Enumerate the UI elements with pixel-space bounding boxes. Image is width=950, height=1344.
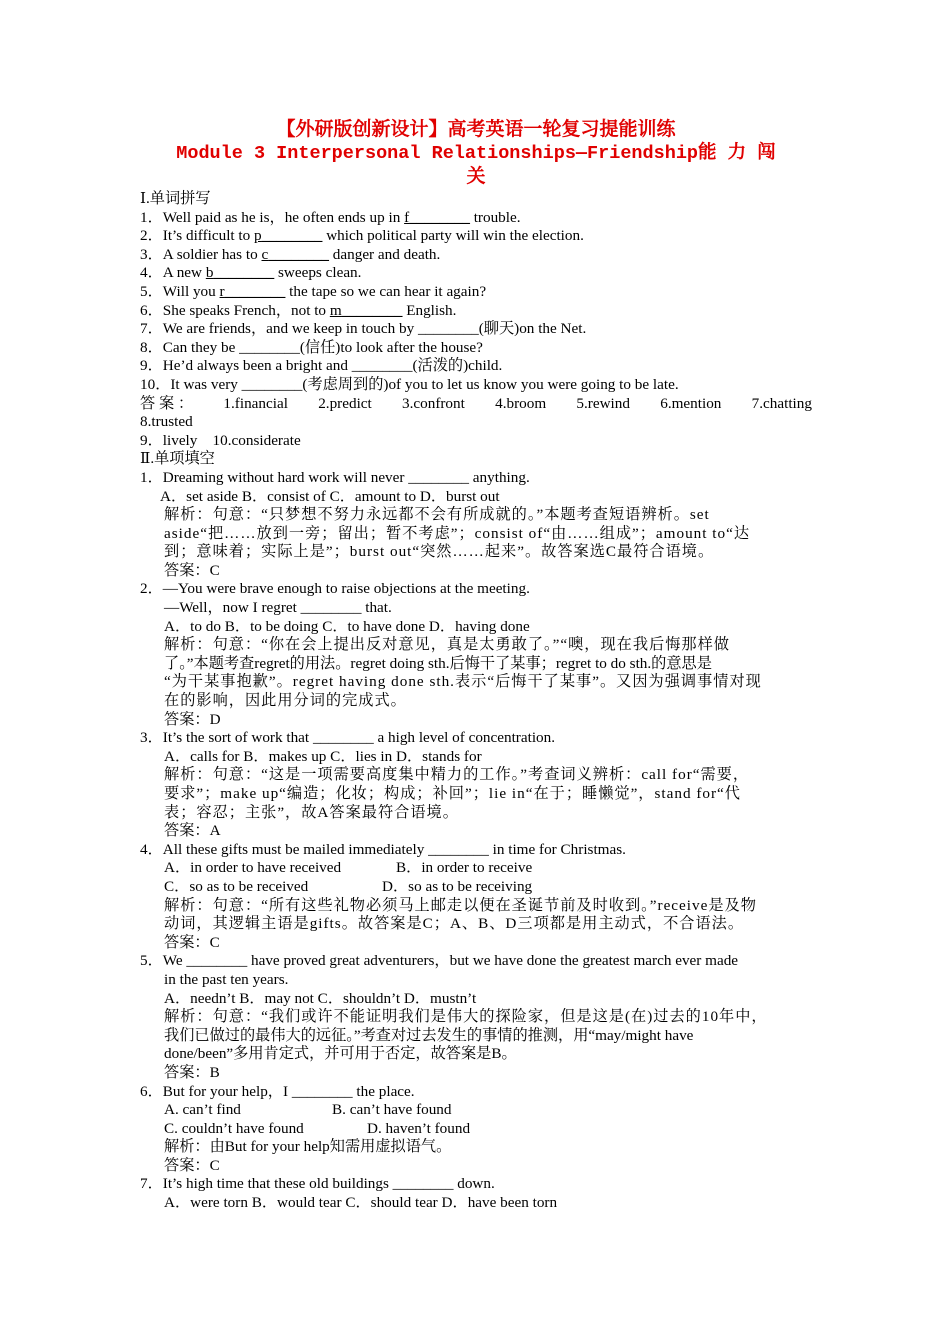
question-6-stem: 6．But for your help，I ________ the place. — [140, 1082, 415, 1100]
vocab-item-1: 1．Well paid as he is，he often ends up in f________ trouble. — [140, 208, 521, 226]
question-1-analysis: 到；意味着；实际上是”；burst out“突然……起来”。故答案选C最符合语境。 — [164, 543, 715, 561]
question-5-answer: 答案：B — [164, 1063, 220, 1081]
vocab-item-4: 4．A new b________ sweeps clean. — [140, 264, 362, 282]
document-subtitle-cont: 关 — [466, 166, 486, 187]
vocab-item-8: 8．Can they be ________(信任)to look after the house? — [140, 338, 483, 356]
question-1-analysis: aside“把……放到一旁；留出；暂不考虑”；consist of“由……组成”；amount to“达 — [164, 524, 751, 542]
question-6-answer: 答案：C — [164, 1156, 220, 1174]
document-title: 【外研版创新设计】高考英语一轮复习提能训练 — [276, 119, 676, 140]
vocab-item-7: 7．We are friends，and we keep in touch by ________(聊天)on the Net. — [140, 320, 587, 338]
question-6-options-cd: C. couldn’t have found D. haven’t found — [164, 1119, 471, 1137]
vocab-item-6: 6．She speaks French，not to m________ English. — [140, 301, 457, 319]
document-page — [140, 118, 812, 1213]
question-3-analysis: 要求”；make up“编造；化妆；构成；补回”；lie in“在于；睡懒觉”，stand for“代 — [164, 785, 741, 802]
vocab-answers-row — [140, 395, 812, 414]
section2-heading: Ⅱ.单项填空 — [140, 450, 215, 468]
question-3-stem: 3．It’s the sort of work that ________ a high level of concentration. — [140, 729, 556, 747]
answer-item: 3.confront — [402, 394, 465, 412]
question-4-analysis: 动词，其逻辑主语是gifts。故答案是C；A、B、D三项都是用主动式，不合语法。 — [164, 915, 745, 933]
question-3-answer: 答案：A — [164, 822, 221, 840]
answer-item: 5.rewind — [576, 394, 630, 412]
question-3-options: A．calls for B．makes up C．lies in D．stands for — [164, 747, 482, 765]
question-2-analysis: “为干某事抱歉”。regret having done sth.表示“后悔干了某事”。又因为强调事情对现 — [164, 673, 762, 691]
question-4-options-cd: C．so as to be received D．so as to be receiving — [164, 877, 533, 895]
question-5-analysis: done/been”多用肯定式，并可用于否定，故答案是B。 — [164, 1045, 517, 1063]
question-2-stem: 2．—You were brave enough to raise objections at the meeting. — [140, 580, 530, 598]
question-4-answer: 答案：C — [164, 933, 220, 951]
question-5-options: A．needn’t B．may not C．shouldn’t D．mustn’t — [164, 989, 477, 1007]
answer-item: 4.broom — [495, 394, 547, 412]
question-2-analysis: 解析：句意：“你在会上提出反对意见，真是太勇敢了。”“噢，现在我后悔那样做 — [164, 636, 730, 654]
question-2-analysis: 在的影响，因此用分词的完成式。 — [164, 692, 407, 710]
question-7-stem: 7．It’s high time that these old buildings ________ down. — [140, 1175, 495, 1193]
question-1-stem: 1．Dreaming without hard work will never ________ anything. — [140, 468, 530, 486]
question-7-options: A．were torn B．would tear C．should tear D．have been torn — [164, 1194, 558, 1212]
question-4-stem: 4．All these gifts must be mailed immediately ________ in time for Christmas. — [140, 840, 626, 858]
question-6-analysis: 解析：由But for your help知需用虚拟语气。 — [164, 1138, 452, 1156]
question-1-answer: 答案：C — [164, 561, 220, 579]
vocab-item-2: 2．It’s difficult to p________ which political party will win the election. — [140, 227, 584, 245]
question-2-analysis: 了。”本题考查regret的用法。regret doing sth.后悔干了某事；regret to do sth.的意思是 — [164, 654, 712, 672]
question-5-analysis: 解析：句意：“我们或许不能证明我们是伟大的探险家，但是这是(在)过去的10年中， — [164, 1008, 768, 1026]
answer-item: 1.financial — [223, 394, 288, 412]
question-5-analysis: 我们已做过的最伟大的远征。”考查对过去发生的事情的推测，用“may/might have — [164, 1026, 694, 1044]
question-5-stem: 5．We ________ have proved great adventurers，but we have done the greatest march ever made — [140, 952, 739, 970]
vocab-item-9: 9．He’d always been a bright and ________(活泼的)child. — [140, 357, 503, 375]
question-3-analysis: 表；容忍；主张”，故A答案最符合语境。 — [164, 803, 459, 821]
question-5-stem-cont: in the past ten years. — [164, 970, 289, 988]
vocab-item-5: 5．Will you r________ the tape so we can hear it again? — [140, 282, 487, 300]
vocab-answers-row3: 9．lively 10.considerate — [140, 431, 301, 449]
vocab-answers-row2: 8.trusted — [140, 413, 193, 431]
answer-label: 答 案 ： — [140, 394, 194, 412]
vocab-item-10: 10．It was very ________(考虑周到的)of you to let us know you were going to be late. — [140, 375, 679, 393]
question-2-stem-cont: —Well，now I regret ________ that. — [164, 599, 392, 617]
section1-heading: Ⅰ.单词拼写 — [140, 190, 211, 207]
question-3-analysis: 解析：句意：“这是一项需要高度集中精力的工作。”考查词义辨析：call for“需要， — [164, 766, 750, 784]
vocab-item-3: 3．A soldier has to c________ danger and death. — [140, 245, 441, 263]
question-6-options-ab: A. can’t find B. can’t have found — [164, 1101, 452, 1119]
answer-item: 2.predict — [318, 394, 372, 412]
question-4-analysis: 解析：句意：“所有这些礼物必须马上邮走以便在圣诞节前及时收到。”receive是及物 — [164, 896, 757, 914]
answer-item: 6.mention — [660, 394, 722, 412]
question-2-options: A．to do B．to be doing C．to have done D．having done — [164, 617, 530, 635]
question-1-options: A．set aside B．consist of C．amount to D．burst out — [160, 487, 500, 505]
question-1-analysis: 解析：句意：“只梦想不努力永远都不会有所成就的。”本题考查短语辨析。set — [164, 506, 710, 524]
question-4-options-ab: A．in order to have received B．in order to receive — [164, 859, 533, 877]
question-2-answer: 答案：D — [164, 710, 221, 728]
answer-item: 7.chatting — [751, 394, 812, 412]
document-subtitle: Module 3 Interpersonal Relationships—Friendship能 力 闯 — [176, 143, 776, 164]
